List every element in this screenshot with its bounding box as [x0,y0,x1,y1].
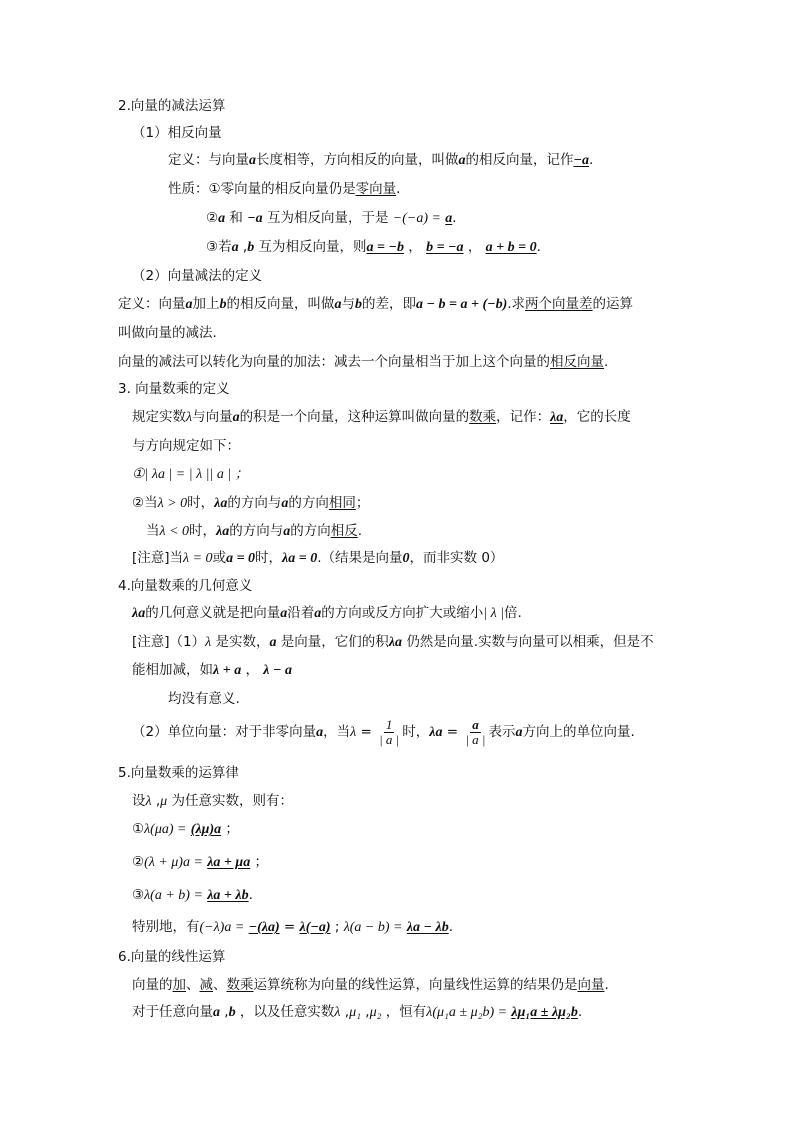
property-1: 性质：①零向量的相反向量仍是零向量. [168,181,401,197]
rule-length: ①| λa | = | λ || a | ； [132,467,249,482]
subsection-opposite-vector: （1）相反向量 [132,125,222,141]
rule-positive: ②当λ > 0时，λa的方向与a的方向相同； [132,495,370,511]
special-case: 特别地，有(−λ)a = −(λa) = λ(−a) ; λ(a − b) = λa − λb. [132,919,454,935]
fraction-one-over-norm: $\frac{1}{| a |}$ [379,716,400,747]
section-title-laws: 5.向量数乘的运算律 [118,765,239,781]
linear-ops-definition: 向量的加、减、数乘运算统称为向量的线性运算，向量线性运算的结果仍是向量. [132,977,609,993]
subtraction-definition: 定义：向量a加上b的相反向量，叫做a与b的差，即a − b = a + (−b).求两个向量差的运算 [118,296,634,312]
law-distributive-vector: ③λ(a + b) = λa + λb. [132,887,253,903]
unit-vector: （2）单位向量：对于非零向量a，当λ = $\frac{1}{| a |}$ 时，λa = $\frac{a}{| a |}$ 表示a方向上的单位向量. [132,716,635,747]
note-1: [注意]（1）λ 是实数，a 是向量，它们的积λa 仍然是向量.实数与向量可以相乘，但是不 [132,634,654,650]
section-title-linear-ops: 6.向量的线性运算 [118,949,226,965]
note-1-cont: 能相加减，如λ + a ， λ − a [132,662,292,678]
laws-intro: 设λ ,μ 为任意实数，则有： [132,793,293,809]
subtraction-definition-cont: 叫做向量的减法. [118,325,217,341]
law-distributive-scalar: ②(λ + μ)a = λa + μa ； [132,854,268,870]
opposite-vector-definition: 定义：与向量a长度相等，方向相反的向量，叫做a的相反向量，记作−a. [168,152,594,168]
rule-negative: 当λ < 0时，λa的方向与a的方向相反. [146,523,363,539]
geometric-meaning: λa的几何意义就是把向量a沿着a的方向或反方向扩大或缩小| λ |倍. [132,605,522,621]
property-3: ③若a ,b 互为相反向量，则a = −b ， b = −a ， a + b = 0. [206,239,541,255]
zero-note: [注意]当λ = 0或a = 0时，λa = 0.（结果是向量0，而非实数 0） [132,550,504,566]
fraction-a-over-norm: $\frac{a}{| a |}$ [465,716,486,747]
linear-ops-identity: 对于任意向量a ,b ，以及任意实数λ ,μ₁ ,μ₂ ，恒有λ(μ₁a ± μ₂b) = λμ₁a ± λμ₂b. [132,1004,583,1020]
section-title-subtraction: 2.向量的减法运算 [118,98,226,114]
law-associative: ①λ(μa) = (λμ)a ； [132,821,239,837]
scalar-mult-definition: 规定实数λ与向量a的积是一个向量，这种运算叫做向量的数乘，记作：λa，它的长度 [132,409,631,425]
property-2: ②a 和 −a 互为相反向量，于是 −(−a) = a. [206,210,457,226]
section-title-geometric-meaning: 4.向量数乘的几何意义 [118,578,253,594]
subsection-subtraction-definition: （2）向量减法的定义 [132,268,263,284]
subtraction-conversion: 向量的减法可以转化为向量的加法：减去一个向量相当于加上这个向量的相反向量. [118,354,609,370]
scalar-mult-definition-cont: 与方向规定如下： [132,438,240,454]
section-title-scalar-mult: 3. 向量数乘的定义 [118,381,230,397]
note-1-end: 均没有意义. [168,691,240,707]
